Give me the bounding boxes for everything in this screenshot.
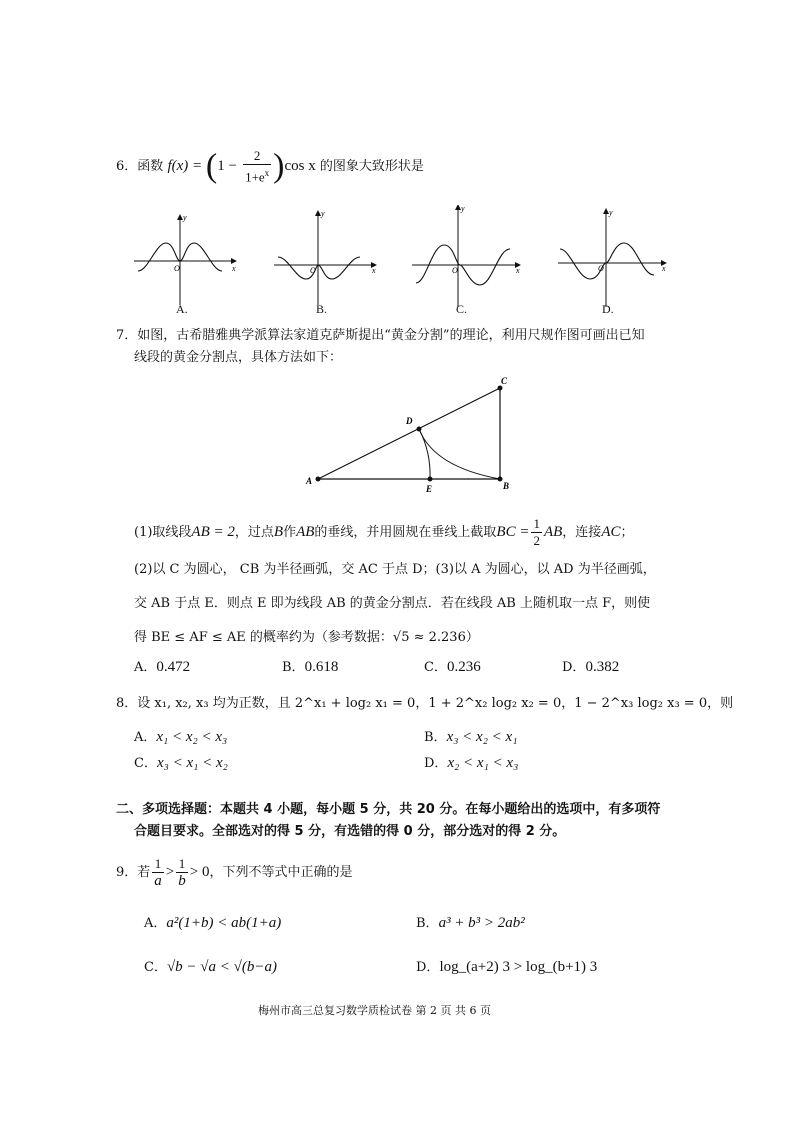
q7-choice-b[interactable] [282, 656, 338, 676]
arc-cb [419, 429, 500, 479]
page-footer: 梅州市高三总复习数学质检试卷 第 2 页 共 6 页 [258, 1004, 491, 1017]
q6-frac-den [243, 165, 271, 185]
segment-ac [318, 388, 500, 479]
q6-stem [116, 148, 424, 185]
q6-c-x-label: x [516, 266, 520, 275]
q7-step1-frac-den: 2 [533, 533, 540, 548]
q7-choice-c-value: 0.236 [446, 659, 481, 675]
q6-d-y-label: y [609, 208, 613, 217]
q8-choice-c-value: x₃ < x₁ < x₂ [156, 755, 228, 771]
q7-step4: 得 BE ≤ AF ≤ AE 的概率约为（参考数据：√5 ≈ 2.236） [134, 630, 479, 645]
q6-paren-right: ) [273, 147, 285, 185]
q6-one-minus: 1 − [217, 158, 237, 175]
q8-choice-d-label: D． [424, 756, 448, 771]
point-e [428, 477, 433, 482]
q6-d-curve [560, 243, 654, 279]
q6-b-y-label: y [321, 209, 325, 218]
q7-step2: (2)以 C 为圆心， CB 为半径画弧，交 AC 于点 D；(3)以 A 为圆心，以 AD 为半径画弧， [134, 562, 656, 577]
q6-frac-den-base: 1+e [245, 169, 265, 185]
q9-gt0: > 0 [189, 864, 210, 880]
q6-graphs [128, 205, 688, 315]
section2-line2: 合题目要求。全部选对的得 5 分，有选错的得 0 分，部分选对的得 2 分。 [134, 824, 566, 839]
q9-choice-d[interactable] [416, 956, 597, 976]
label-a: A [306, 476, 313, 486]
q6-b-origin: O [310, 266, 316, 275]
q6-graph-a [134, 213, 236, 305]
q9-choice-c-value: √b − √a < √(b−a) [166, 959, 278, 975]
q9-stem [116, 856, 353, 889]
q7-stem-line2: 线段的黄金分割点，具体方法如下： [134, 350, 343, 365]
q6-cos: cos x [284, 158, 316, 175]
q6-frac-num: 2 [243, 148, 271, 165]
q6-d-origin: O [598, 264, 604, 273]
q8-stem [116, 692, 733, 711]
point-c [498, 386, 503, 391]
q7-step1 [134, 516, 634, 549]
q7-step1-f: AB [296, 524, 315, 540]
q6-c-y-label: y [461, 205, 465, 213]
q9-frac-2 [176, 856, 188, 889]
q7-choice-a-value: 0.472 [156, 659, 191, 675]
q6-a-origin: O [174, 264, 180, 273]
q6-tail: 的图象大致形状是 [319, 159, 424, 175]
q7-choice-a-label: A． [134, 660, 157, 675]
q8-choice-c[interactable] [134, 752, 228, 772]
q9-choice-c[interactable] [144, 956, 277, 976]
q9-frac-1-num: 1 [152, 856, 164, 873]
q9-frac-1-den: a [154, 873, 162, 889]
q6-graph-c [412, 205, 520, 307]
q7-choice-c[interactable] [424, 656, 481, 676]
q7-step1-c: ，过点 [234, 525, 274, 540]
q6-a-x-label: x [232, 264, 236, 273]
point-a [316, 477, 321, 482]
q9-choice-d-value: log_(a+2) 3 > log_(b+1) 3 [439, 959, 598, 975]
q7-choice-d-label: D． [562, 660, 586, 675]
q7-step1-frac [531, 516, 542, 549]
label-e: E [426, 484, 433, 494]
q9-tail: ，下列不等式中正确的是 [209, 865, 353, 880]
arc-ad [419, 429, 430, 479]
q9-choice-c-label: C． [144, 960, 167, 975]
q9-frac-2-num: 1 [176, 856, 188, 873]
q6-graph-d [558, 208, 666, 307]
q6-b-x-label: x [372, 266, 376, 275]
q7-step1-a: (1)取线段 [134, 525, 192, 540]
q7-step1-h: BC = [496, 524, 530, 540]
q7-step3: 交 AB 于点 E．则点 E 即为线段 AB 的黄金分割点．若在线段 AB 上随机取一点 F，则使 [134, 596, 651, 611]
q7-choice-a[interactable] [134, 656, 190, 676]
q9-choice-a-value: a²(1+b) < ab(1+a) [166, 915, 282, 931]
q7-step1-e: 作 [283, 525, 297, 540]
q9-number: 9． [116, 865, 138, 880]
q7-line1: 如图，古希腊雅典学派算法家道克萨斯提出“黄金分割”的理论，利用尺规作图可画出已知 [137, 328, 645, 343]
label-c: C [501, 376, 508, 386]
q9-choice-b-value: a³ + b³ > 2ab² [438, 915, 525, 931]
q9-choice-d-label: D． [416, 960, 440, 975]
q7-choice-c-label: C． [424, 660, 447, 675]
q8-number: 8． [116, 696, 138, 711]
q7-step1-i: AB [543, 524, 563, 540]
q6-formula-lhs: f(x) = [167, 158, 206, 175]
q6-b-curve [278, 257, 360, 279]
q6-fraction [243, 148, 271, 185]
q7-figure [300, 372, 520, 496]
q9-choice-a[interactable] [144, 912, 281, 932]
q6-graph-b [274, 209, 376, 305]
q7-stem-line1 [116, 324, 645, 343]
q8-text: 设 x₁, x₂, x₃ 均为正数，且 2^x₁ + log₂ x₁ = 0，1 + 2^x₂ log₂ x₂ = 0，1 − 2^x₃ log₂ x₃ = 0，则 [137, 696, 734, 711]
q9-ruo: 若 [137, 865, 151, 880]
q6-intro: 函数 [137, 159, 164, 175]
q8-choice-a[interactable] [134, 726, 227, 746]
q8-choice-a-value: x₁ < x₂ < x₃ [156, 729, 228, 745]
q7-choice-b-value: 0.618 [304, 659, 339, 675]
label-d: D [406, 416, 413, 426]
q8-choice-d-value: x₂ < x₁ < x₃ [447, 755, 519, 771]
q6-frac-den-sup: x [264, 168, 270, 178]
section2-line1: 二、多项选择题：本题共 4 小题，每小题 5 分，共 20 分。在每小题给出的选项中，有多项符 [116, 802, 661, 817]
q7-step1-k: AC [601, 524, 621, 540]
q8-choice-c-label: C． [134, 756, 157, 771]
q7-number: 7． [116, 328, 138, 343]
q7-step1-j: ，连接 [562, 525, 602, 540]
q8-choice-b-value: x₃ < x₂ < x₁ [446, 729, 518, 745]
q9-frac-1 [152, 856, 164, 889]
q7-step1-g: 的垂线，并用圆规在垂线上截取 [314, 525, 497, 540]
q6-c-origin: O [452, 266, 458, 275]
q7-choice-b-label: B． [282, 660, 305, 675]
q8-choice-d[interactable] [424, 752, 518, 772]
q7-step1-b: AB = 2 [191, 524, 235, 540]
q9-gt: > [165, 864, 175, 880]
q6-d-x-label: x [662, 264, 666, 273]
q7-step1-d: B [273, 524, 284, 540]
q6-option-a[interactable]: A. [176, 302, 188, 316]
q8-choice-a-label: A． [134, 730, 157, 745]
q9-frac-2-den: b [178, 873, 186, 889]
label-b: B [503, 481, 510, 491]
point-d [417, 427, 422, 432]
q6-number: 6． [116, 159, 138, 175]
q7-step1-l: ； [620, 525, 634, 540]
q6-paren-left: ( [205, 147, 218, 185]
q7-choice-d[interactable] [562, 656, 619, 676]
q6-option-b[interactable]: B. [316, 302, 328, 316]
q9-choice-b[interactable] [416, 912, 525, 932]
q7-step1-frac-num: 1 [533, 516, 540, 531]
q9-choice-a-label: A． [144, 916, 167, 931]
q8-choice-b[interactable] [424, 726, 517, 746]
q8-choice-b-label: B． [424, 730, 447, 745]
point-b [498, 477, 503, 482]
q6-a-y-label: y [183, 213, 187, 222]
q6-option-c[interactable]: C. [456, 302, 468, 316]
q9-choice-b-label: B． [416, 916, 439, 931]
q7-choice-d-value: 0.382 [585, 659, 620, 675]
q6-option-d[interactable]: D. [602, 302, 614, 316]
